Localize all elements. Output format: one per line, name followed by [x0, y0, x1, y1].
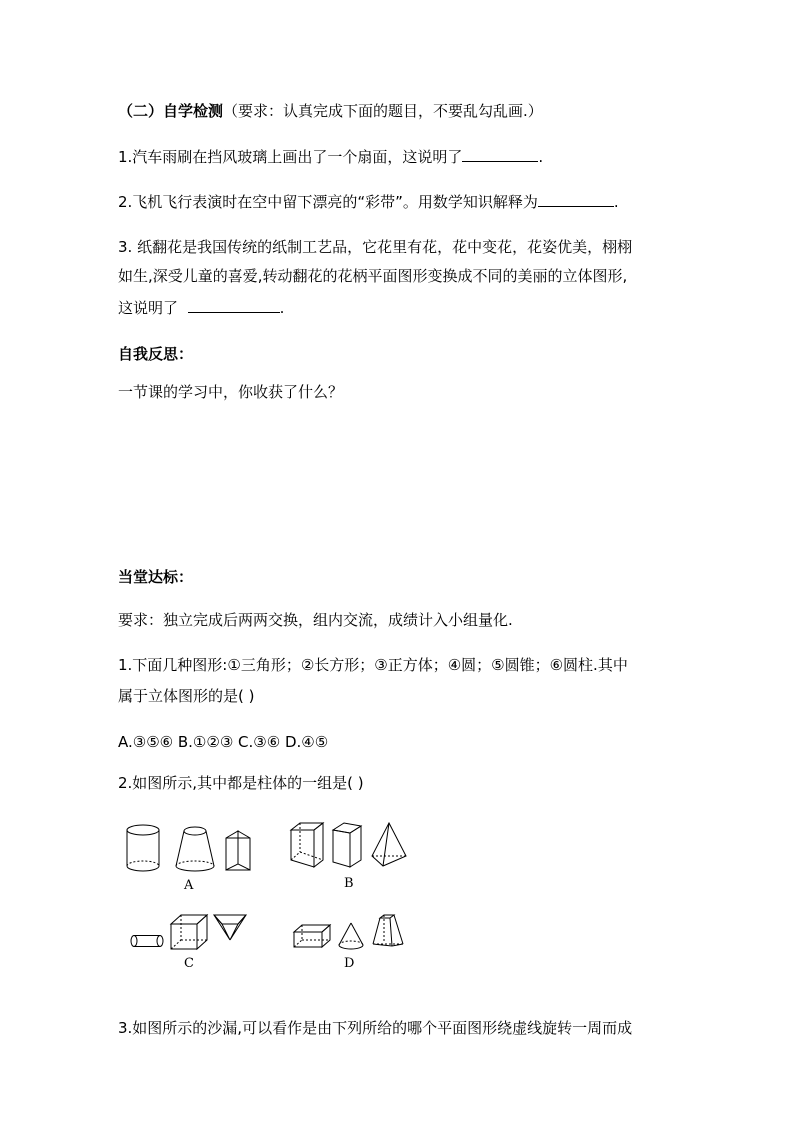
question-2: 2.飞机飞行表演时在空中留下漂亮的“彩带”。用数学知识解释为 . [118, 193, 619, 211]
frustum-icon [175, 826, 215, 874]
test-question-1-line-2: 属于立体图形的是( ) [118, 687, 255, 705]
test-question-1-options: A.③⑤⑥ B.①②③ C.③⑥ D.④⑤ [118, 733, 329, 751]
question-3-line-2: 如生,深受儿童的喜爱,转动翻花的花柄平面图形变换成不同的美丽的立体图形, [118, 267, 628, 285]
class-test-requirement: 要求：独立完成后两两交换，组内交流，成绩计入小组量化. [118, 611, 513, 629]
cube-dashed-icon [170, 914, 208, 950]
cube-icon [290, 822, 324, 868]
question-3-line-1: 3. 纸翻花是我国传统的纸制工艺品，它花里有花，花中变花，花姿优美，栩栩 [118, 238, 633, 256]
cylinder-icon [126, 824, 160, 874]
question-1: 1.汽车雨刷在挡风玻璃上画出了一个扇面，这说明了 . [118, 148, 544, 166]
class-test-heading: 当堂达标： [118, 568, 194, 586]
section-heading-line [118, 100, 543, 122]
figure-label-c: C [184, 956, 194, 971]
test-question-3: 3.如图所示的沙漏,可以看作是由下列所给的哪个平面图形绕虚线旋转一周而成 [118, 1019, 633, 1037]
figure-label-b: B [344, 876, 354, 891]
figure-label-a: A [184, 878, 194, 893]
figure-label-d: D [344, 956, 355, 971]
cone-icon [338, 922, 364, 950]
pyramid-icon [371, 822, 407, 868]
section-requirement: （要求：认真完成下面的题目，不要乱勾乱画.） [223, 102, 543, 120]
cuboid-icon [293, 924, 331, 948]
question-2-text: 2.飞机飞行表演时在空中留下漂亮的“彩带”。用数学知识解释为 [118, 193, 538, 211]
test-question-2: 2.如图所示,其中都是柱体的一组是( ) [118, 774, 364, 792]
frustum-pyramid-icon [372, 914, 404, 950]
answer-blank [188, 298, 280, 313]
question-1-text: 1.汽车雨刷在挡风玻璃上画出了一个扇面，这说明了 [118, 148, 463, 166]
triangular-prism-icon [213, 914, 247, 948]
triangular-prism-icon [225, 830, 251, 872]
small-cylinder-icon [130, 934, 164, 948]
answer-blank [538, 192, 614, 207]
reflection-prompt: 一节课的学习中，你收获了什么？ [118, 383, 344, 401]
solids-figure [118, 818, 438, 978]
answer-blank [462, 147, 538, 162]
question-3-line-3: 这说明了 . [118, 299, 285, 317]
test-question-1-line-1: 1.下面几种图形:①三角形；②长方形；③正方体；④圆；⑤圆锥；⑥圆柱.其中 [118, 656, 628, 674]
prism-icon [332, 822, 362, 868]
reflection-heading: 自我反思： [118, 345, 194, 363]
section-heading: （二）自学检测 [118, 102, 224, 120]
